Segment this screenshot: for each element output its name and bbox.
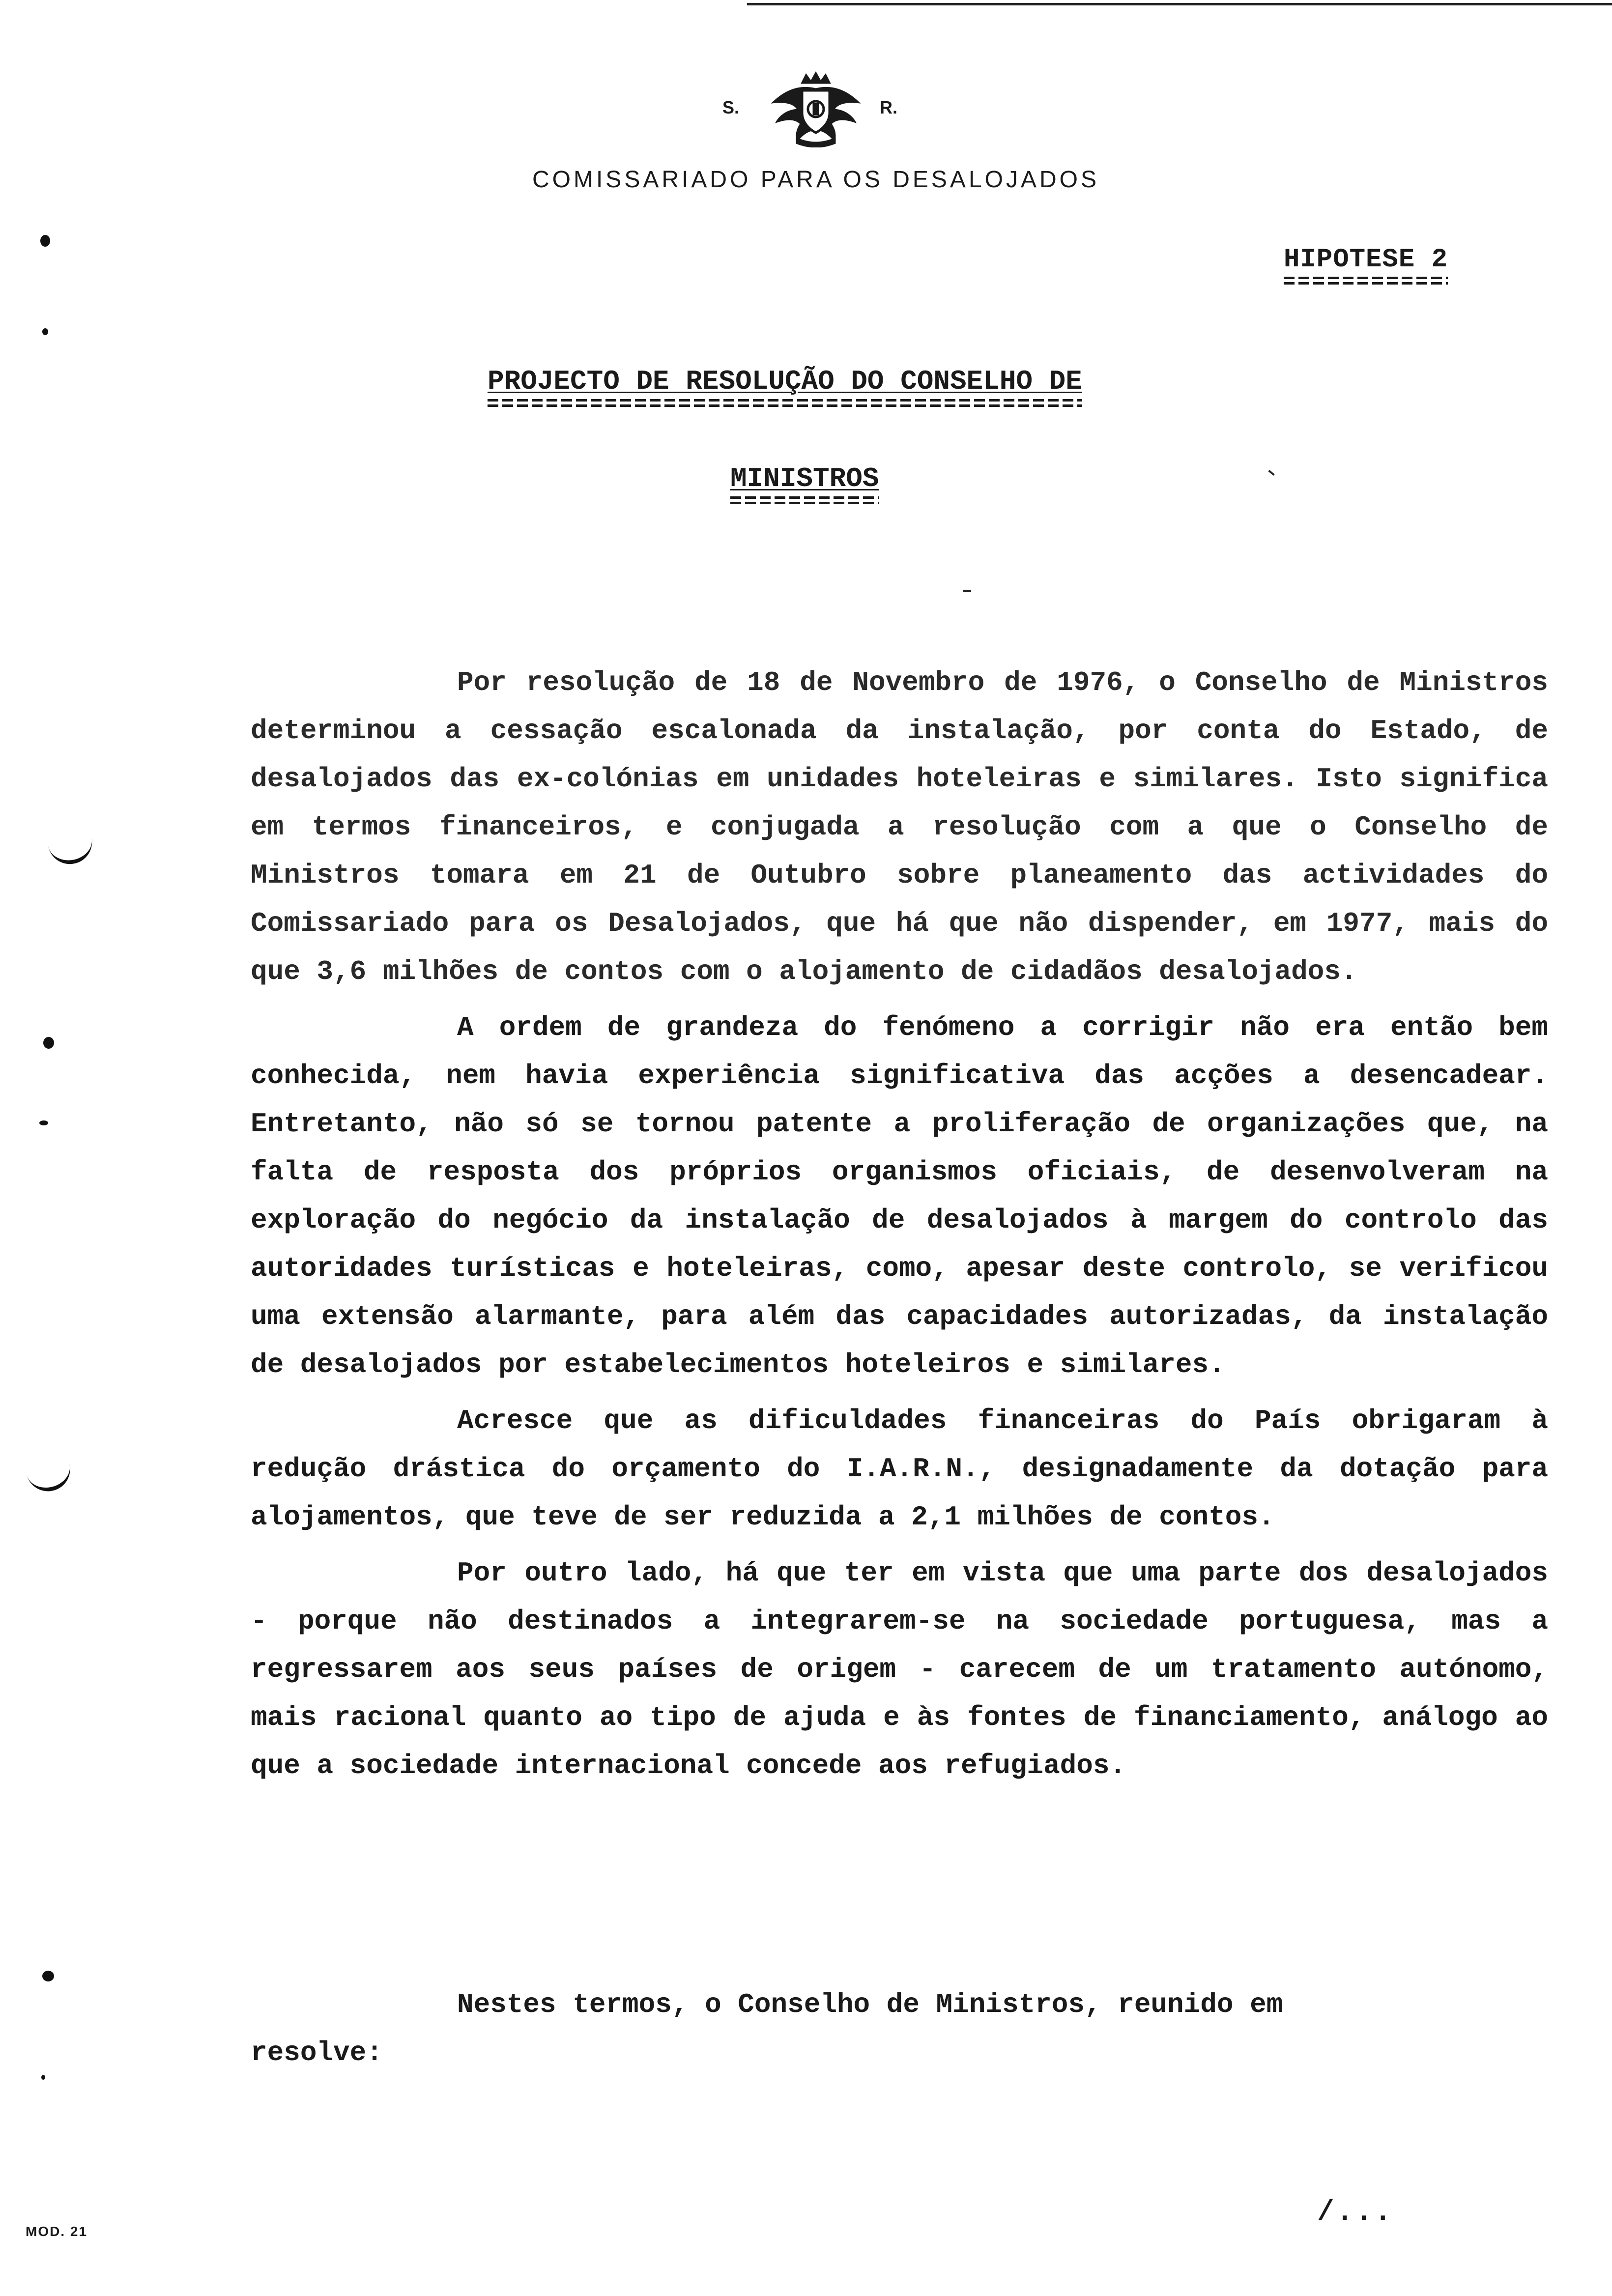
binder-hole-mark [40, 235, 50, 247]
double-underline [730, 496, 879, 504]
binder-hole-mark [43, 1037, 54, 1049]
scan-speck [42, 328, 48, 335]
double-underline [488, 399, 1082, 407]
paragraph-1: Por resolução de 18 de Novembro de 1976, o Conselho de Ministros determinou a cessação escalonada da instalação, por conta do Estado, de desalojados das ex-colónias em unidades hoteleiras e similares. Isto significa em termos financeiros, e conjugada a resolução com a que o Conselho de Ministros tomara em 21 de Outubro sobre planeamento das actividades do Comissariado para os Desalojados, que há que não dispender, em 1977, mais do que 3,6 milhões de contos com o alojamento de cidadãos desalojados. [251, 667, 1548, 987]
paragraph-3: Acresce que as dificuldades financeiras do País obrigaram à redução drástica do orçamento do I.A.R.N., designadamente da dotação para alojamentos, que teve de ser reduzida a 2,1 milhões de contos. [251, 1405, 1548, 1533]
double-underline [1284, 277, 1448, 285]
scan-speck [39, 1120, 48, 1125]
closing-statement [251, 1980, 1528, 2077]
title-line1-text: PROJECTO DE RESOLUÇÃO DO CONSELHO DE [488, 366, 1082, 397]
binder-arc-mark [24, 1454, 75, 1496]
document-body [251, 659, 1548, 1798]
continuation-mark: /... [1317, 2197, 1394, 2229]
letterhead-left-letter: S. [722, 97, 740, 117]
letterhead-emblem-row [718, 69, 914, 152]
organization-name: COMISSARIADO PARA OS DESALOJADOS [532, 167, 1099, 193]
document-title-line2 [730, 463, 879, 504]
scan-top-border [747, 0, 1612, 5]
scan-speck [41, 2075, 45, 2080]
hypothesis-text: HIPOTESE 2 [1284, 245, 1448, 275]
binder-arc-mark [47, 832, 96, 868]
scan-speck [1268, 470, 1274, 476]
paragraph-2: A ordem de grandeza do fenómeno a corrigir não era então bem conhecida, nem havia experiência significativa das acções a desencadear. Entretanto, não só se tornou patente a proliferação de organizações que, na falta de resposta dos próprios organismos oficiais, de desenvolveram na exploração do negócio da instalação de desalojados à margem do controlo das autoridades turísticas e hoteleiras, como, apesar deste controlo, se verificou uma extensão alarmante, para além das capacidades autorizadas, da instalação de desalojados por estabelecimentos hoteleiros e similares. [251, 1012, 1548, 1380]
form-code: MOD. 21 [26, 2224, 88, 2239]
hypothesis-label [1284, 245, 1448, 285]
coat-of-arms-icon [767, 69, 865, 147]
paragraph-4: Por outro lado, há que ter em vista que uma parte dos desalojados - porque não destinados a integrarem-se na sociedade portuguesa, mas a regressarem aos seus países de origem - carecem de um tratamento autónomo, mais racional quanto ao tipo de ajuda e às fontes de financiamento, análogo ao que a sociedade internacional concede aos refugiados. [251, 1557, 1548, 1781]
binder-hole-mark [42, 1971, 54, 1981]
scan-speck [963, 590, 971, 592]
document-title-line1 [488, 366, 1082, 407]
closing-line1: Nestes termos, o Conselho de Ministros, reunido em [457, 1989, 1283, 2020]
letterhead-right-letter: R. [880, 97, 897, 117]
title-line2-text: MINISTROS [730, 463, 879, 494]
closing-line2: resolve: [251, 2037, 383, 2068]
